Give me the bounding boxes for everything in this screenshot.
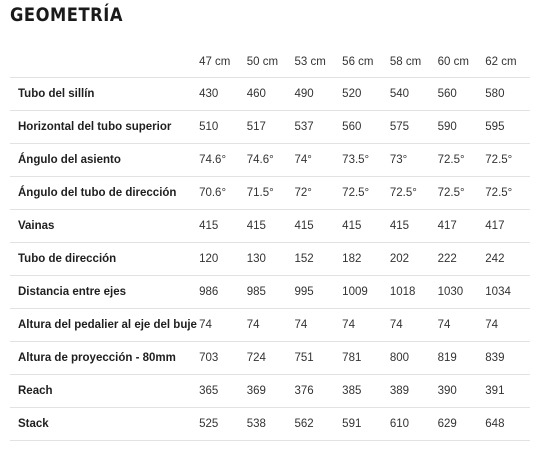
table-row [10,78,530,111]
table-cell: 590 [435,111,483,144]
table-cell: 74.6° [244,144,292,177]
table-cell: 72.5° [435,177,483,210]
table-row [10,111,530,144]
table-cell: 391 [482,375,530,408]
table-cell: 74 [244,309,292,342]
row-label: Vainas [10,210,196,243]
header-row [10,47,530,78]
table-cell: 385 [339,375,387,408]
row-label: Tubo del sillín [10,78,196,111]
table-cell: 390 [435,375,483,408]
table-cell: 242 [482,243,530,276]
table-cell: 751 [291,342,339,375]
geometry-table-header [10,47,530,78]
table-row [10,243,530,276]
table-cell: 74 [435,309,483,342]
table-cell: 995 [291,276,339,309]
table-cell: 120 [196,243,244,276]
table-cell: 74.6° [196,144,244,177]
table-cell: 1018 [387,276,435,309]
table-cell: 819 [435,342,483,375]
header-size-47: 47 cm [196,47,244,78]
table-cell: 629 [435,408,483,441]
table-cell: 562 [291,408,339,441]
table-row [10,408,530,441]
geometry-table [10,47,530,441]
row-label: Altura del pedalier al eje del buje [10,309,196,342]
table-cell: 74 [482,309,530,342]
page-title: GEOMETRÍA [10,4,123,26]
table-cell: 575 [387,111,435,144]
table-cell: 72.5° [482,144,530,177]
table-cell: 538 [244,408,292,441]
table-cell: 1009 [339,276,387,309]
table-cell: 73.5° [339,144,387,177]
table-row [10,177,530,210]
table-cell: 72° [291,177,339,210]
table-cell: 365 [196,375,244,408]
table-cell: 580 [482,78,530,111]
table-cell: 985 [244,276,292,309]
table-cell: 415 [244,210,292,243]
table-cell: 703 [196,342,244,375]
table-cell: 152 [291,243,339,276]
table-cell: 460 [244,78,292,111]
table-cell: 591 [339,408,387,441]
table-cell: 417 [482,210,530,243]
table-cell: 389 [387,375,435,408]
table-cell: 595 [482,111,530,144]
table-cell: 648 [482,408,530,441]
table-cell: 73° [387,144,435,177]
table-cell: 560 [435,78,483,111]
header-size-58: 58 cm [387,47,435,78]
table-cell: 222 [435,243,483,276]
table-cell: 72.5° [387,177,435,210]
table-cell: 525 [196,408,244,441]
table-cell: 376 [291,375,339,408]
table-cell: 986 [196,276,244,309]
table-row [10,342,530,375]
header-size-60: 60 cm [435,47,483,78]
table-cell: 724 [244,342,292,375]
row-label: Horizontal del tubo superior [10,111,196,144]
row-label: Ángulo del tubo de dirección [10,177,196,210]
table-cell: 1030 [435,276,483,309]
table-cell: 415 [196,210,244,243]
table-cell: 202 [387,243,435,276]
table-cell: 74 [339,309,387,342]
table-row [10,210,530,243]
row-label: Stack [10,408,196,441]
table-cell: 415 [291,210,339,243]
table-row [10,144,530,177]
table-row [10,309,530,342]
row-label: Ángulo del asiento [10,144,196,177]
table-cell: 417 [435,210,483,243]
table-cell: 72.5° [339,177,387,210]
table-cell: 800 [387,342,435,375]
table-cell: 369 [244,375,292,408]
table-cell: 537 [291,111,339,144]
table-cell: 839 [482,342,530,375]
table-cell: 130 [244,243,292,276]
header-empty-cell [10,47,196,78]
table-cell: 540 [387,78,435,111]
row-label: Altura de proyección - 80mm [10,342,196,375]
table-cell: 72.5° [482,177,530,210]
table-cell: 1034 [482,276,530,309]
table-cell: 74° [291,144,339,177]
table-cell: 520 [339,78,387,111]
header-size-62: 62 cm [482,47,530,78]
table-cell: 430 [196,78,244,111]
table-cell: 182 [339,243,387,276]
table-row [10,276,530,309]
table-cell: 781 [339,342,387,375]
table-cell: 490 [291,78,339,111]
table-cell: 74 [387,309,435,342]
table-cell: 71.5° [244,177,292,210]
table-cell: 415 [339,210,387,243]
row-label: Reach [10,375,196,408]
table-cell: 74 [291,309,339,342]
header-size-50: 50 cm [244,47,292,78]
row-label: Tubo de dirección [10,243,196,276]
table-cell: 415 [387,210,435,243]
table-cell: 74 [196,309,244,342]
header-size-53: 53 cm [291,47,339,78]
table-cell: 510 [196,111,244,144]
table-cell: 517 [244,111,292,144]
table-cell: 70.6° [196,177,244,210]
header-size-56: 56 cm [339,47,387,78]
table-cell: 560 [339,111,387,144]
geometry-table-body [10,78,530,441]
table-row [10,375,530,408]
row-label: Distancia entre ejes [10,276,196,309]
table-cell: 610 [387,408,435,441]
table-cell: 72.5° [435,144,483,177]
